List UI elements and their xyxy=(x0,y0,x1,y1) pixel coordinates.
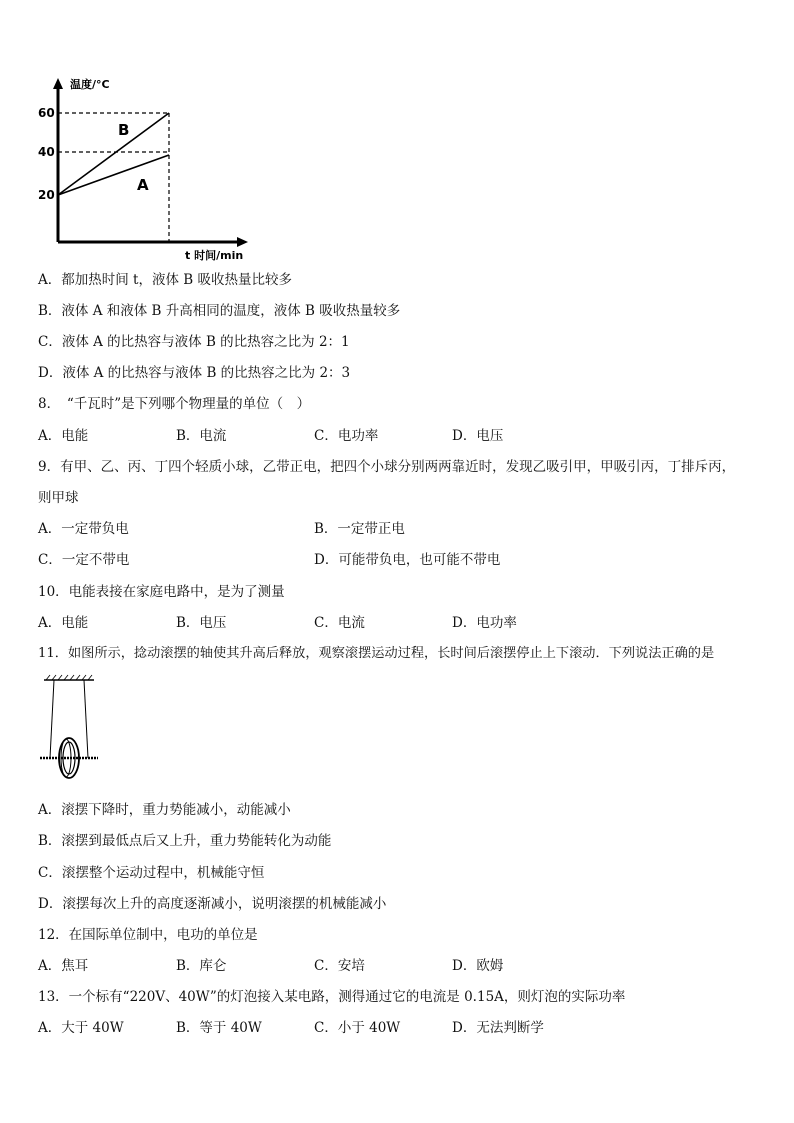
q11-stem: 11．如图所示，捻动滚摆的轴使其升高后释放，观察滚摆运动过程，长时间后滚摆停止上下滚动．下列说法正确的是 xyxy=(38,646,715,661)
q13-option-a[interactable]: A．大于 40W xyxy=(38,1020,124,1036)
q9-stem-line1: 9．有甲、乙、丙、丁四个轻质小球，乙带正电，把四个小球分别两两靠近时，发现乙吸引甲，甲吸引丙，丁排斥丙， xyxy=(38,459,736,475)
tick-20: 20 xyxy=(38,188,55,202)
q8-option-c[interactable]: C．电功率 xyxy=(314,428,379,444)
q12-option-b[interactable]: B．库仑 xyxy=(176,958,227,974)
y-axis-arrow xyxy=(53,78,63,89)
q7-option-d[interactable]: D．液体 A 的比热容与液体 B 的比热容之比为 2：3 xyxy=(38,365,351,381)
q11-option-c[interactable]: C．滚摆整个运动过程中，机械能守恒 xyxy=(38,865,265,881)
tick-40: 40 xyxy=(38,145,55,159)
q11-option-b[interactable]: B．滚摆到最低点后又上升，重力势能转化为动能 xyxy=(38,833,332,849)
q9-option-a[interactable]: A．一定带负电 xyxy=(38,521,129,537)
q12-option-c[interactable]: C．安培 xyxy=(314,958,365,974)
q10-option-d[interactable]: D．电功率 xyxy=(452,615,517,631)
q12-option-d[interactable]: D．欧姆 xyxy=(452,958,504,974)
q9-option-d[interactable]: D．可能带负电，也可能不带电 xyxy=(314,552,501,568)
q12-option-a[interactable]: A．焦耳 xyxy=(38,958,89,974)
q8-stem: 8． “千瓦时”是下列哪个物理量的单位（ ） xyxy=(38,396,311,412)
q7-option-a[interactable]: A．都加热时间 t，液体 B 吸收热量比较多 xyxy=(38,272,292,288)
temperature-time-graph xyxy=(30,72,260,264)
q13-option-b[interactable]: B．等于 40W xyxy=(176,1020,262,1036)
line-b xyxy=(58,113,169,195)
x-axis-arrow xyxy=(237,237,248,247)
tick-60: 60 xyxy=(38,106,55,120)
q10-stem: 10．电能表接在家庭电路中，是为了测量 xyxy=(38,584,285,600)
q11-option-d[interactable]: D．滚摆每次上升的高度逐渐减小，说明滚摆的机械能减小 xyxy=(38,896,387,912)
string-right xyxy=(84,680,88,758)
q8-option-d[interactable]: D．电压 xyxy=(452,428,504,444)
q13-option-d[interactable]: D．无法判断学 xyxy=(452,1020,544,1036)
q13-option-c[interactable]: C．小于 40W xyxy=(314,1020,401,1036)
q8-option-b[interactable]: B．电流 xyxy=(176,428,227,444)
q8-option-a[interactable]: A．电能 xyxy=(38,428,89,444)
q10-option-c[interactable]: C．电流 xyxy=(314,615,365,631)
line-a xyxy=(58,155,169,195)
ceiling-hatch xyxy=(46,675,92,680)
q13-stem: 13．一个标有“220V、40W”的灯泡接入某电路，测得通过它的电流是 0.15A，则灯泡的实际功率 xyxy=(38,989,626,1005)
q9-stem-line2: 则甲球 xyxy=(38,490,79,506)
q10-option-b[interactable]: B．电压 xyxy=(176,615,227,631)
label-a: A xyxy=(137,176,149,194)
string-left xyxy=(50,680,54,758)
q9-option-c[interactable]: C．一定不带电 xyxy=(38,552,130,568)
q9-option-b[interactable]: B．一定带正电 xyxy=(314,521,405,537)
y-axis-label: 温度/°C xyxy=(70,78,110,91)
q7-option-c[interactable]: C．液体 A 的比热容与液体 B 的比热容之比为 2：1 xyxy=(38,334,350,350)
q10-option-a[interactable]: A．电能 xyxy=(38,615,89,631)
pendulum-figure xyxy=(38,674,100,784)
label-b: B xyxy=(118,121,130,139)
q7-option-b[interactable]: B．液体 A 和液体 B 升高相同的温度，液体 B 吸收热量较多 xyxy=(38,303,401,319)
q12-stem: 12．在国际单位制中，电功的单位是 xyxy=(38,927,258,943)
q11-option-a[interactable]: A．滚摆下降时，重力势能减小，动能减小 xyxy=(38,802,291,818)
x-axis-label: t 时间/min xyxy=(185,249,244,262)
